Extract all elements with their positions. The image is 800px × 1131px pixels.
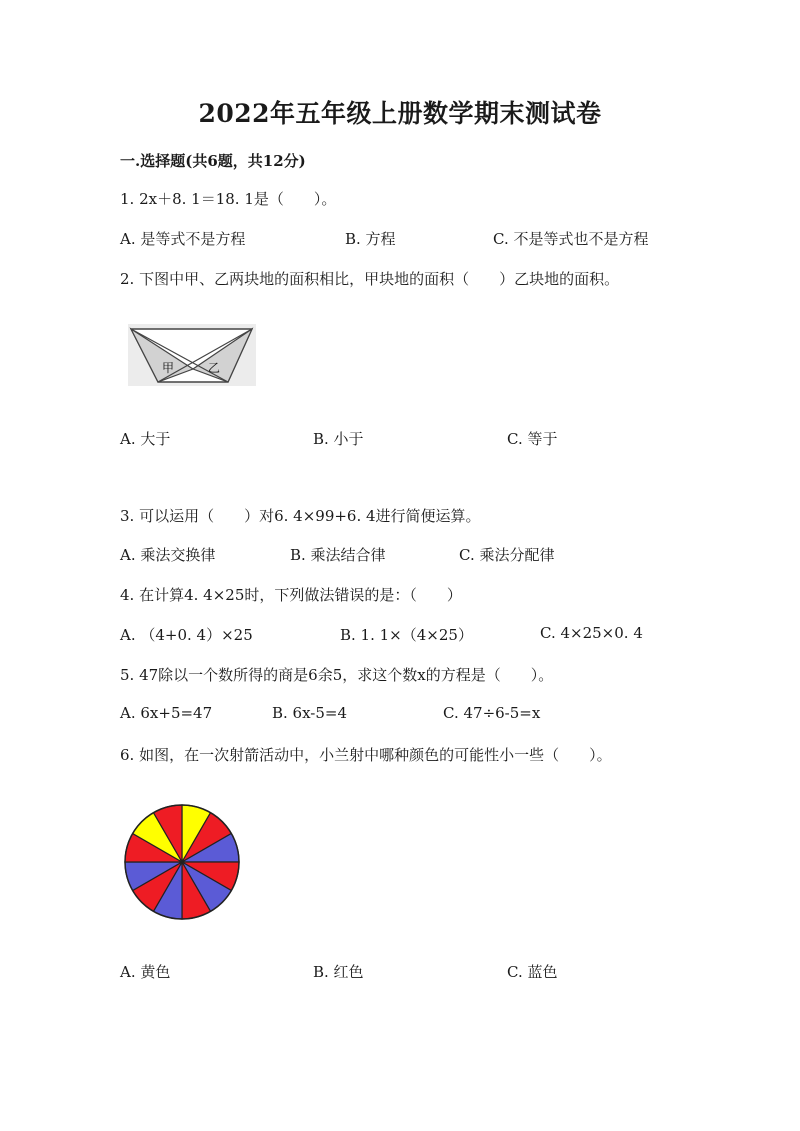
question-2-text: 2. 下图中甲、乙两块地的面积相比，甲块地的面积（ ）乙块地的面积。 xyxy=(120,270,620,288)
q4-option-a[interactable]: A. （4+0. 4）×25 xyxy=(120,626,253,644)
trapezoid-diagram xyxy=(128,324,256,386)
q5-option-c[interactable]: C. 47÷6-5=x xyxy=(443,704,541,722)
q5-option-b[interactable]: B. 6x-5=4 xyxy=(272,704,348,722)
q1-option-b[interactable]: B. 方程 xyxy=(345,230,396,248)
label-yi: 乙 xyxy=(208,361,221,375)
q2-option-c[interactable]: C. 等于 xyxy=(507,430,558,448)
q6-option-c[interactable]: C. 蓝色 xyxy=(507,963,558,981)
question-1-text: 1. 2x＋8. 1＝18. 1是（ ）。 xyxy=(120,190,337,208)
question-3-text: 3. 可以运用（ ）对6. 4×99+6. 4进行简便运算。 xyxy=(120,507,481,525)
target-wheel xyxy=(122,802,242,922)
q1-option-c[interactable]: C. 不是等式也不是方程 xyxy=(493,230,649,248)
label-jia: 甲 xyxy=(162,361,175,375)
q3-option-c[interactable]: C. 乘法分配律 xyxy=(459,546,555,564)
question-4-text: 4. 在计算4. 4×25时，下列做法错误的是：（ ） xyxy=(120,586,462,604)
q4-option-c[interactable]: C. 4×25×0. 4 xyxy=(540,624,643,642)
q6-option-a[interactable]: A. 黄色 xyxy=(120,963,171,981)
q3-option-b[interactable]: B. 乘法结合律 xyxy=(290,546,386,564)
q5-option-a[interactable]: A. 6x+5=47 xyxy=(120,704,213,722)
trapezoid-figure xyxy=(128,324,256,390)
page-title: 2022年五年级上册数学期末测试卷 xyxy=(198,99,602,128)
q3-option-a[interactable]: A. 乘法交换律 xyxy=(120,546,216,564)
section-heading: 一.选择题(共6题，共12分) xyxy=(120,152,306,170)
q2-option-a[interactable]: A. 大于 xyxy=(120,430,171,448)
q1-option-a[interactable]: A. 是等式不是方程 xyxy=(120,230,246,248)
q2-option-b[interactable]: B. 小于 xyxy=(313,430,364,448)
question-5-text: 5. 47除以一个数所得的商是6余5，求这个数x的方程是（ ）。 xyxy=(120,666,554,684)
q4-option-b[interactable]: B. 1. 1×（4×25） xyxy=(340,626,473,644)
target-wheel-figure xyxy=(122,802,242,926)
q6-option-b[interactable]: B. 红色 xyxy=(313,963,364,981)
question-6-text: 6. 如图，在一次射箭活动中，小兰射中哪种颜色的可能性小一些（ ）。 xyxy=(120,746,612,764)
